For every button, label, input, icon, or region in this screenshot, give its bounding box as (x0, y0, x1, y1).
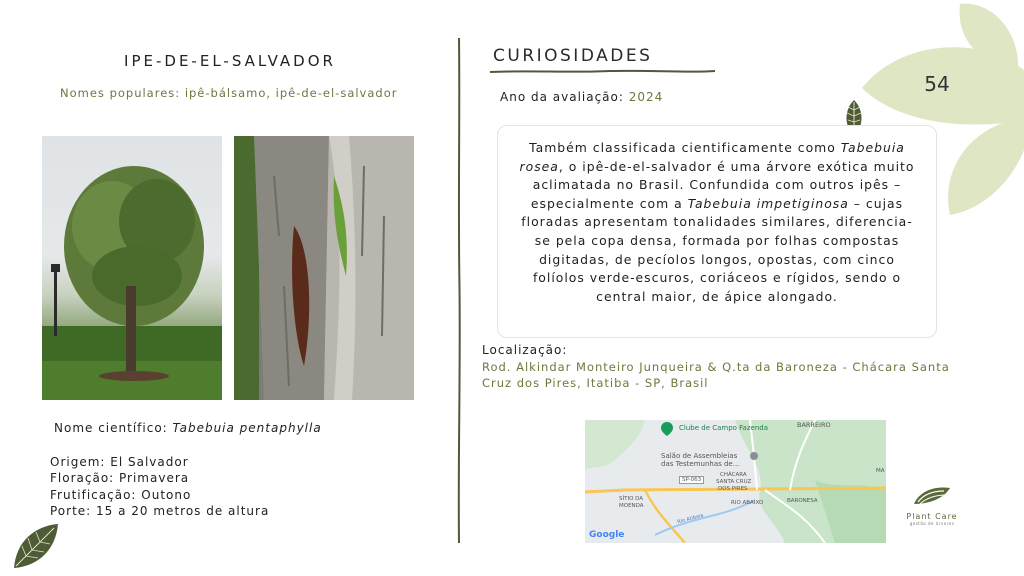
description-italic: Tabebuia impetiginosa (687, 195, 849, 211)
description-text: Também classificada cientificamente como (529, 140, 841, 155)
location-map[interactable] (585, 420, 886, 543)
size-label: Porte: (50, 504, 97, 518)
page-number: 54 (924, 72, 950, 96)
leaf-icon (10, 522, 60, 572)
bark-photo (234, 136, 414, 400)
description-text: – cujas floradas apresentam tonalidades similares, diferencia-se pela copa densa, formada por folhas compostas digitadas, de pecíolos longos, opostas, com cinco folíolos verde-escuros, coriáceos e rígidos, sendo o central maior, de ápice alongado. (521, 195, 913, 304)
map-label: Salão de Assembleias (661, 452, 738, 460)
evaluation-year-value: 2024 (628, 90, 664, 104)
map-label: BARONESA (787, 498, 818, 504)
origin-line (50, 455, 189, 469)
popular-names-label: Nomes populares: (60, 86, 185, 100)
flowering-value: Primavera (119, 471, 190, 485)
map-label: SÍTIO DA (619, 496, 644, 502)
evaluation-year-label: Ano da avaliação: (500, 90, 629, 104)
description-italic: Tabebuia rosea (519, 140, 905, 174)
fruiting-line (50, 488, 191, 502)
species-title: IPE-DE-EL-SALVADOR (124, 52, 336, 70)
map-label: Rio Atibaia (676, 512, 705, 526)
popular-names-value: ipê-bálsamo, ipê-de-el-salvador (184, 86, 398, 100)
origin-value: El Salvador (110, 455, 189, 469)
map-label: Clube de Campo Fazenda (679, 424, 768, 432)
location-label: Localização: (482, 343, 568, 357)
map-label: das Testemunhas de... (661, 460, 740, 468)
flowering-label: Floração: (50, 471, 120, 485)
brand-tagline: gestão de árvores (909, 521, 955, 526)
brand-name: Plant Care (906, 512, 958, 521)
section-heading: CURIOSIDADES (493, 46, 653, 66)
map-label: SANTA CRUZ (716, 479, 752, 485)
map-label: MOENDA (619, 503, 644, 509)
map-label: RIO ABAIXO (731, 500, 764, 506)
map-label: MA (876, 468, 885, 474)
tree-photo (42, 136, 222, 400)
brand-leaf-icon (910, 484, 954, 508)
fruiting-label: Frutificação: (50, 488, 142, 502)
heading-underline (490, 68, 715, 76)
size-value: 15 a 20 metros de altura (96, 504, 270, 518)
page-divider (457, 38, 461, 543)
description-text: , o ipê-de-el-salvador é uma árvore exótica muito aclimatada no Brasil. Confundida com outros ipês – especialmente com a (530, 158, 915, 211)
scientific-name-value: Tabebuia pentaphylla (172, 421, 322, 435)
fruiting-value: Outono (141, 488, 192, 502)
size-line (50, 504, 269, 518)
scientific-name-label: Nome científico: (54, 421, 173, 435)
popular-names (60, 86, 420, 100)
scientific-name (54, 421, 322, 435)
map-road-shield: SP-063 (679, 476, 704, 484)
map-label: DOS PIRES (718, 486, 748, 492)
description-box (497, 125, 937, 338)
google-logo: Google (589, 530, 625, 540)
map-label: CHÁCARA (720, 472, 747, 478)
map-label: BARREIRO (797, 421, 831, 429)
origin-label: Origem: (50, 455, 111, 469)
evaluation-year (500, 90, 663, 104)
flowering-line (50, 471, 189, 485)
location-address: Rod. Alkindar Monteiro Junqueira & Q.ta da Baroneza - Chácara Santa Cruz dos Pires, Itatiba - SP, Brasil (482, 360, 950, 390)
brand-logo (900, 484, 964, 526)
